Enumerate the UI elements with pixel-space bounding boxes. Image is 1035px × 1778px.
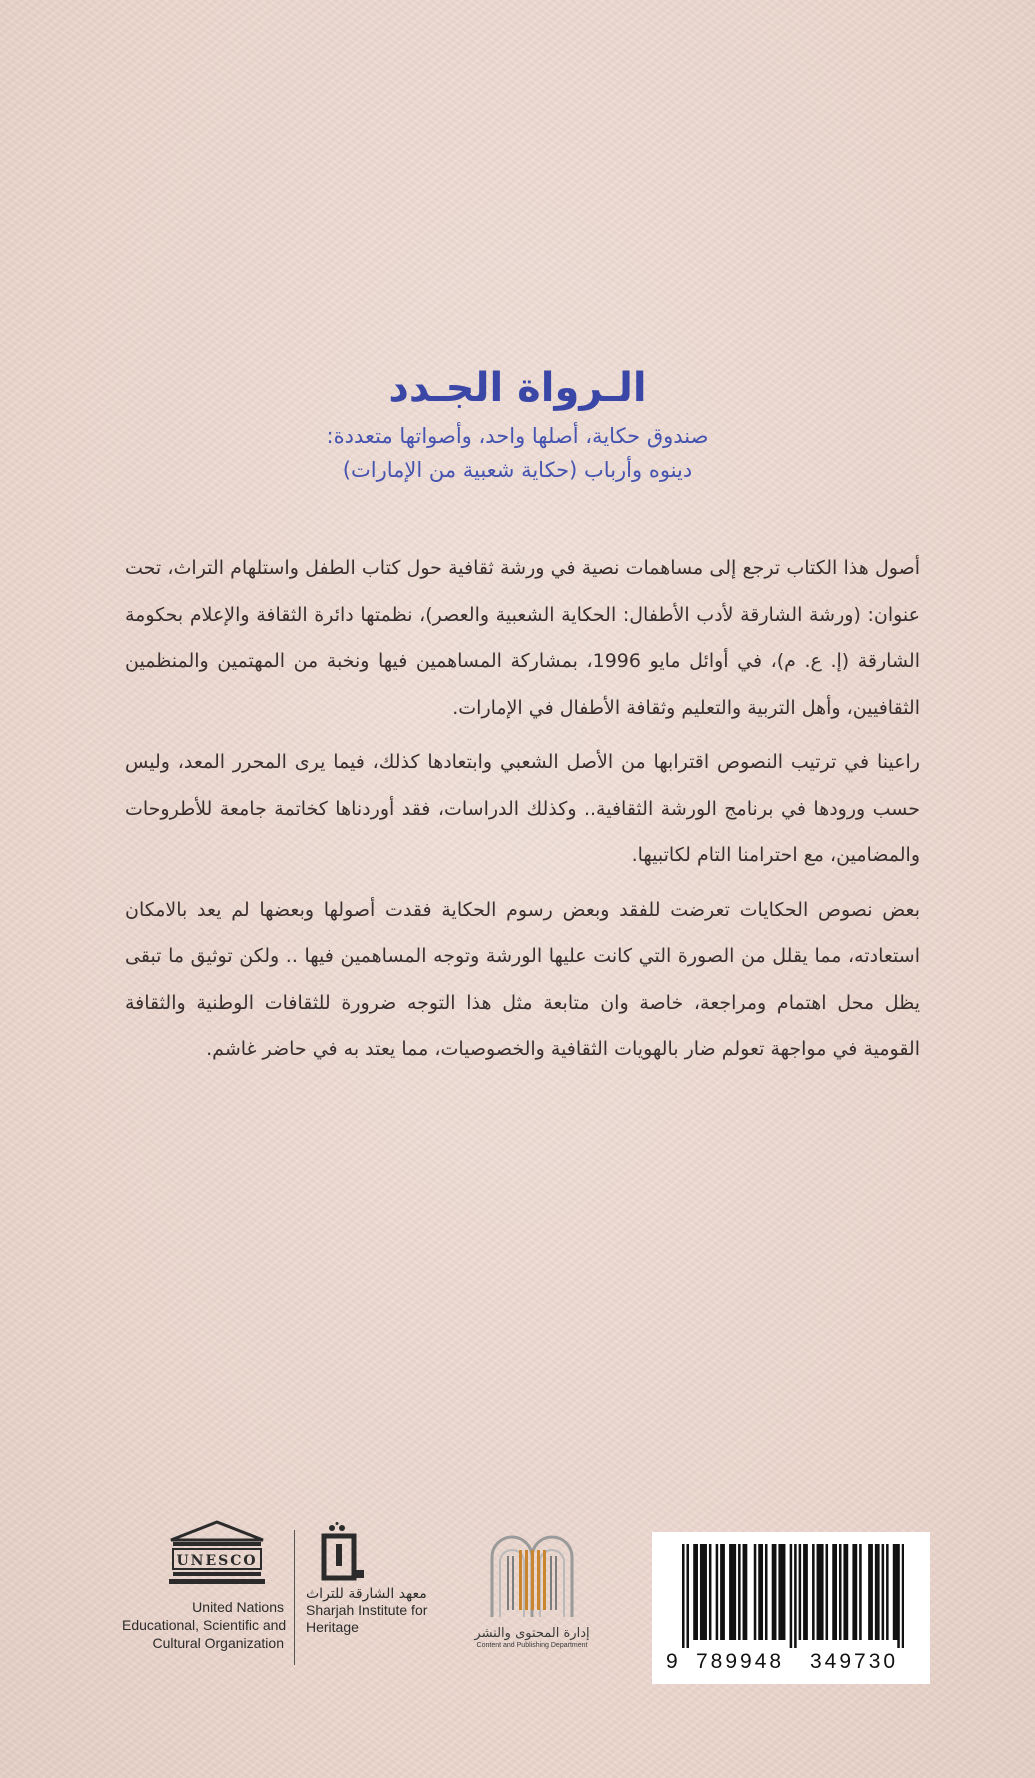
barcode-bar: [843, 1544, 846, 1640]
barcode-bar: [743, 1544, 746, 1640]
isbn-group-1: 789948: [696, 1650, 785, 1673]
unesco-line-1: United Nations: [192, 1599, 284, 1615]
blurb-paragraph-3: بعض نصوص الحكايات تعرضت للفقد وبعض رسوم الحكاية فقدت أصولها وبعضها لم يعد بالامكان استعادته، مما يقلل من الصورة التي كانت عليها الورشة وتوجه المساهمين فيها .. ولكن توثيق ما تبقى يظل محل اهتمام ومراجعة، خاصة وان متابعة مثل هذا التوجه ضرورة للثقافات الوطنية والثقافة القومية في مواجهة تعولم ضار بالهويات الثقافية والخصوصيات، مما يعتد به في حاضر غاشم.: [125, 898, 920, 1060]
barcode-bar: [902, 1544, 904, 1648]
barcode-bar: [682, 1544, 685, 1648]
barcode-bar: [783, 1544, 786, 1640]
barcode-bar: [765, 1544, 768, 1640]
content-publishing-arabic: إدارة المحتوى والنشر: [474, 1626, 590, 1641]
sharjah-institute-arabic: معهد الشارقة للتراث: [306, 1586, 427, 1602]
barcode-bar: [695, 1544, 698, 1640]
barcode-bar: [817, 1544, 820, 1640]
barcode-bar: [754, 1544, 757, 1640]
barcode-bar: [868, 1544, 871, 1640]
barcode-bar: [859, 1544, 862, 1640]
barcode-bar: [819, 1544, 822, 1640]
unesco-line-3: Cultural Organization: [152, 1635, 284, 1651]
unesco-name: [122, 1598, 287, 1652]
barcode-bar: [846, 1544, 849, 1640]
blurb-paragraph-2: راعينا في ترتيب النصوص اقترابها من الأصل الشعبي وابتعادها كذلك، فيما يرى المحرر المعد، وليس حسب ورودها في برنامج الورشة الثقافية.. وكذلك الدراسات، فقد أوردناها كخاتمة جامعة للأطروحات والمضامين، مع احترامنا التام لكاتبيها.: [125, 751, 920, 866]
barcode-bar: [832, 1544, 835, 1640]
barcode-bar: [855, 1544, 858, 1640]
content-publishing-logo: [462, 1522, 602, 1649]
barcode-bar: [716, 1544, 719, 1640]
unesco-temple-icon: [167, 1520, 267, 1592]
barcode-bar: [893, 1544, 896, 1640]
book-title: الـرواة الجـدد: [388, 365, 647, 411]
barcode-bar: [731, 1544, 734, 1640]
barcode-bar: [704, 1544, 707, 1640]
barcode-bar: [702, 1544, 705, 1640]
publisher-logos: [0, 1520, 1035, 1720]
barcode-bar: [895, 1544, 898, 1640]
barcode-bar: [709, 1544, 712, 1640]
isbn-barcode: [652, 1532, 930, 1684]
barcode-bar: [875, 1544, 878, 1640]
barcode-bar: [760, 1544, 763, 1640]
barcode-bar: [686, 1544, 689, 1648]
barcode-bar: [700, 1544, 703, 1640]
barcode-bar: [734, 1544, 737, 1640]
barcode-bar: [812, 1544, 815, 1640]
isbn-first-digit: 9: [666, 1650, 678, 1673]
barcode-bar: [852, 1544, 855, 1640]
barcode-bar: [722, 1544, 725, 1640]
sharjah-institute-logo: [306, 1522, 466, 1636]
barcode-bar: [790, 1544, 793, 1648]
barcode-bar: [834, 1544, 837, 1640]
unesco-logo: [122, 1520, 292, 1652]
barcode-bar: [745, 1544, 748, 1640]
barcode-bar: [821, 1544, 824, 1640]
barcode-bar: [778, 1544, 781, 1640]
barcode-bar: [805, 1544, 808, 1640]
barcode-bar: [799, 1544, 802, 1640]
barcode-bar: [803, 1544, 806, 1640]
barcode-bar: [870, 1544, 873, 1640]
sharjah-institute-english-2: Heritage: [306, 1619, 359, 1635]
isbn-group-2: 349730: [810, 1650, 899, 1673]
barcode-bar: [886, 1544, 889, 1640]
barcode-bar: [738, 1544, 741, 1640]
blurb-paragraph-1: أصول هذا الكتاب ترجع إلى مساهمات نصية في ورشة ثقافية حول كتاب الطفل واستلهام التراث، تحت عنوان: (ورشة الشارقة لأدب الأطفال: الحكاية الشعبية والعصر)، نظمتها دائرة الثقافة والإعلام بحكومة الشارقة (إ. ع. م)، في أوائل مايو 1996، بمشاركة المساهمين فيها ونخبة من المهتمين والمنظمين الثقافيين، وأهل التربية والتعليم وثقافة الأطفال في الإمارات.: [125, 557, 920, 719]
sharjah-institute-english-1: Sharjah Institute for: [306, 1602, 428, 1618]
barcode-bar: [729, 1544, 732, 1640]
content-publishing-english: Content and Publishing Department: [476, 1642, 588, 1649]
barcode-bar: [772, 1544, 775, 1640]
subtitle-line-1: صندوق حكاية، أصلها واحد، وأصواتها متعددة:: [326, 424, 709, 448]
barcode-bar: [897, 1544, 900, 1648]
barcode-bar: [826, 1544, 829, 1640]
barcode-bar: [758, 1544, 761, 1640]
barcode-bar: [794, 1544, 797, 1648]
barcode-bar: [774, 1544, 777, 1640]
arches-icon: [482, 1522, 582, 1622]
barcode-bar: [781, 1544, 784, 1640]
barcode-bar: [877, 1544, 880, 1640]
sharjah-institute-icon: [312, 1522, 366, 1582]
barcode-bar: [720, 1544, 723, 1640]
logo-divider: [294, 1530, 295, 1665]
barcode-bar: [693, 1544, 696, 1640]
unesco-line-2: Educational, Scientific and: [122, 1617, 287, 1633]
subtitle-line-2: دينوه وأرباب (حكاية شعبية من الإمارات): [342, 458, 693, 482]
blurb: [125, 545, 920, 1081]
unesco-wordmark: UNESCO: [176, 1553, 258, 1569]
barcode-bar: [882, 1544, 885, 1640]
barcode-bars: [682, 1544, 904, 1648]
barcode-bar: [839, 1544, 842, 1640]
